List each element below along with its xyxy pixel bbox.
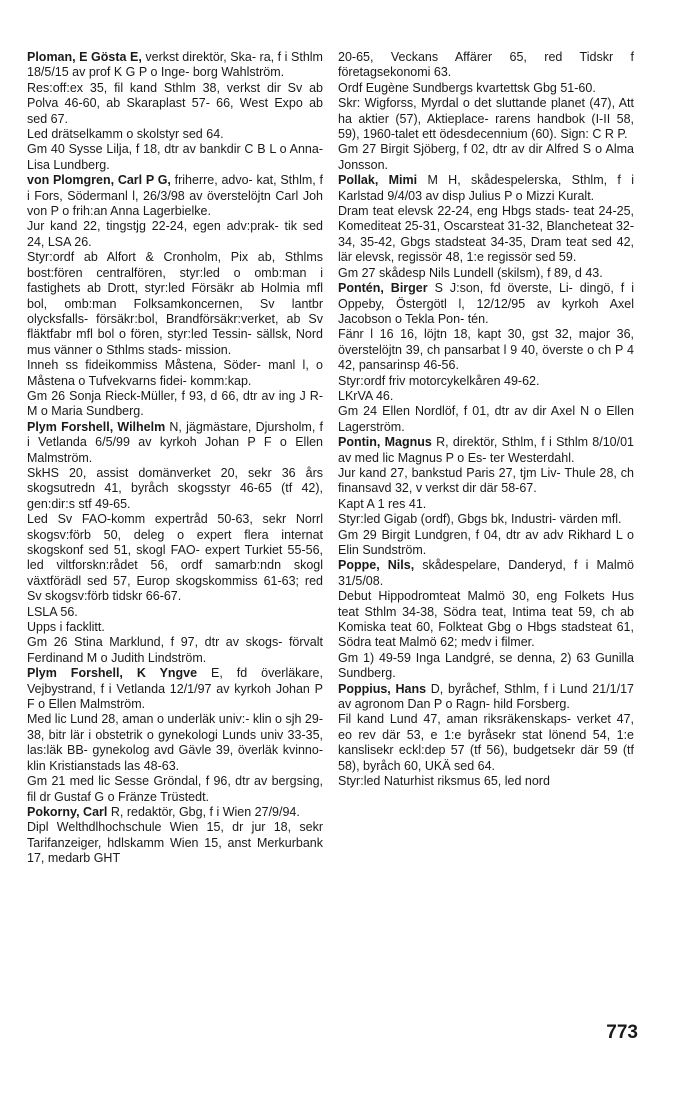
entry-heading-paragraph [27, 420, 323, 466]
entry-paragraph [27, 820, 323, 866]
entry-given-name: Magnus [384, 435, 432, 450]
entry-heading-paragraph [27, 50, 323, 81]
entry-paragraph [338, 204, 634, 266]
entry-paragraph [27, 358, 323, 389]
entry-text: Skr: Wigforss, Myrdal o det sluttande planet (47), Att ha aktier (57), Aktieplace- rarens handbok (I-II 58, 59), 1960-talet ett ödesdecennium (60). Sign: C R P. [338, 96, 634, 142]
entry-surname: Pokorny, [27, 804, 80, 819]
entry-text: 20-65, Veckans Affärer 65, red Tidskr f företagsekonomi 63. [338, 50, 634, 80]
entry-text: Med lic Lund 28, aman o underläk univ:- klin o sjh 29-38, bitr lär i obstetrik o gynekologi Lunds univ 33-35, las:läk BB- gynekolog avd Gävle 39, överläk kvinno- klin Kristianstads las 48-63. [27, 712, 323, 773]
entry-given-name: Mimi [388, 173, 418, 188]
entry-surname: Pontin, [338, 435, 381, 450]
entry-surname: Pontén, [338, 281, 384, 296]
entry-text: Gm 21 med lic Sesse Gröndal, f 96, dtr av bergsing, fil dr Gustaf G o Fränze Trüstedt. [27, 774, 323, 804]
entry-text: R, redaktör, Gbg, f i Wien 27/9/94. [110, 804, 300, 819]
entry-text: Dram teat elevsk 22-24, eng Hbgs stads- teat 24-25, Komediteat 25-31, Oscarsteat 31-32, Blancheteat 32-34, 35-42, Gbgs stadsteat 34-35, Dram teat sed 42, lär elevsk, regissör 48, 1:e regissör sed 59. [338, 204, 635, 265]
entry-paragraph [338, 374, 634, 389]
entry-paragraph [338, 96, 634, 142]
entry-heading-paragraph [338, 281, 634, 327]
entry-text: Upps i facklitt. [27, 620, 105, 635]
entry-text: Fänr l 16 16, löjtn 18, kapt 30, gst 32, major 36, överstelöjtn 39, ch pansarbat l 9 40, överste o ch P 4 42, pansarinsp 46-56. [338, 327, 634, 373]
entry-text: Fil kand Lund 47, aman riksräkenskaps- verket 47, eo rev där 53, e 1:e byråsekr stat lönend 54, 1:e kanslisekr eckl:dep 57 (tf 56), budgetsekr där 59 (tf 58), byråch 60, UKÄ sed 64. [338, 712, 634, 773]
entry-paragraph [27, 635, 323, 666]
entry-paragraph [27, 219, 323, 250]
entry-text: S J:son, fd överste, Li- dingö, f i Oppeby, Östergötl l, 12/12/95 av kyrkoh Axel Jacobson o Tekla Pon- tén. [338, 281, 634, 326]
entry-text: Gm 1) 49-59 Inga Landgré, se denna, 2) 63 Gunilla Sundberg. [338, 650, 634, 681]
entry-text: SkHS 20, assist domänverket 20, sekr 36 års skogsutredn 41, byråch skogsstyr 46-65 (tf 42), gen:dir:s stf 49-65. [27, 465, 323, 511]
entry-paragraph [338, 466, 634, 497]
entry-given-name: Carl P G, [117, 173, 171, 188]
entry-paragraph [27, 774, 323, 805]
entry-text: Gm 29 Birgit Lundgren, f 04, dtr av adv Rikhard L o Elin Sundström. [338, 527, 634, 557]
right-column [338, 50, 634, 790]
entry-paragraph [338, 50, 634, 81]
entry-paragraph [27, 127, 323, 142]
entry-given-name: Hans [395, 681, 427, 696]
entry-heading-paragraph [27, 666, 323, 712]
entry-text: R, direktör, Sthlm, f i Sthlm 8/10/01 av med lic Magnus P o Es- ter Westerdahl. [338, 435, 634, 465]
entry-text: Led drätselkamm o skolstyr sed 64. [27, 127, 224, 142]
entry-text: Led Sv FAO-komm expertråd 50-63, sekr Norrl skogsv:förb 50, deleg o expert flera internat skogskonf sed 51, skogl FAO- expert Turkiet 55-56, led viltforskn:rådet 56, ordf samarb:ndn skogl växtförädl sed 57, Europ skogskommiss 61-63; red Sv skogsv:förb tidskr 66-67. [27, 512, 323, 604]
entry-paragraph [338, 528, 634, 559]
entry-surname: von Plomgren, [27, 173, 115, 188]
entry-paragraph [338, 512, 634, 527]
entry-paragraph [338, 712, 634, 774]
entry-text: Jur kand 22, tingstjg 22-24, egen adv:prak- tik sed 24, LSA 26. [27, 219, 323, 249]
entry-text: Styr:ordf ab Alfort & Cronholm, Pix ab, Sthlms bost:fören centralfören, styr:led o omb:man i fastighets ab Drott, styr:led Försäkr ab Holmia mfl bol, omb:man Folksamkoncernen, Sv lantbr olycksfalls- försäkr:bol, Brandförsäkr:verket, ab Sv fläktfabr mfl bol o fören, styr:led Tessin- sällsk, Nord mus vänner o Sthlms stads- mission. [27, 250, 323, 357]
entry-text: Gm 27 skådesp Nils Lundell (skilsm), f 89, d 43. [338, 265, 603, 280]
entry-text: friherre, advo- kat, Sthlm, f i Fors, Södermanl l, 26/3/98 av överstelöjtn Carl Joh von P o frih:an Anna Lagerbielke. [27, 173, 323, 219]
entry-text: LKrVA 46. [338, 388, 394, 403]
entry-given-name: Birger [390, 281, 428, 296]
entry-surname: Ploman, [27, 50, 76, 64]
entry-heading-paragraph [27, 805, 323, 820]
entry-text: Inneh ss fideikommiss Måstena, Söder- manl l, o Måstena o Tufvekvarns fidei- komm:kap. [27, 358, 323, 388]
entry-text: verkst direktör, Ska- ra, f i Sthlm 18/5/15 av prof K G P o Inge- borg Wahlström. [27, 50, 323, 80]
entry-paragraph [27, 605, 323, 620]
entry-given-name: Wilhelm [117, 419, 166, 434]
entry-given-name: Nils, [387, 558, 415, 573]
entry-paragraph [27, 466, 323, 512]
entry-paragraph [338, 651, 634, 682]
entry-paragraph [338, 589, 634, 651]
entry-surname: Poppius, [338, 681, 391, 696]
entry-paragraph [27, 620, 323, 635]
entry-heading-paragraph [338, 682, 634, 713]
entry-text: Styr:led Naturhist riksmus 65, led nord [338, 774, 550, 789]
entry-text: Kapt A 1 res 41. [338, 496, 427, 511]
entry-paragraph [27, 142, 323, 173]
entry-text: Gm 40 Sysse Lilja, f 18, dtr av bankdir C B L o Anna-Lisa Lundberg. [27, 142, 323, 172]
entry-paragraph [338, 774, 634, 789]
entry-paragraph [27, 712, 323, 774]
entry-given-name: K Yngve [136, 666, 198, 681]
entry-paragraph [338, 81, 634, 96]
entry-text: Res:off:ex 35, fil kand Sthlm 38, verkst dir Sv ab Polva 46-60, ab Skaraplast 57- 66, West Expo ab sed 67. [27, 80, 323, 126]
page-number: 773 [606, 1022, 638, 1043]
entry-text: N, jägmästare, Djursholm, f i Vetlanda 6/5/99 av kyrkoh Johan P F o Ellen Malmström. [27, 419, 323, 465]
entry-text: skådespelare, Danderyd, f i Malmö 31/5/08. [338, 558, 634, 588]
entry-heading-paragraph [338, 173, 634, 204]
entry-paragraph [338, 404, 634, 435]
entry-text: E, fd överläkare, Vejbystrand, f i Vetlanda 12/1/97 av kyrkoh Johan P F o Ellen Malmström. [27, 666, 323, 712]
entry-surname: Pollak, [338, 173, 379, 188]
entry-surname: Plym Forshell, [27, 419, 114, 434]
entry-text: LSLA 56. [27, 604, 78, 619]
entry-text: M H, skådespelerska, Sthlm, f i Karlstad 9/4/03 av disp Julius P o Mizzi Kuralt. [338, 173, 634, 203]
entry-paragraph [27, 389, 323, 420]
entry-paragraph [338, 389, 634, 404]
entry-given-name: Carl [83, 804, 108, 819]
entry-heading-paragraph [338, 558, 634, 589]
entry-text: Gm 26 Stina Marklund, f 97, dtr av skogs- förvalt Ferdinand M o Judith Lindström. [27, 635, 323, 665]
entry-paragraph [338, 327, 634, 373]
entry-text: Styr:led Gigab (ordf), Gbgs bk, Industri- värden mfl. [338, 512, 622, 527]
entry-heading-paragraph [338, 435, 634, 466]
entry-text: Gm 27 Birgit Sjöberg, f 02, dtr av dir Alfred S o Alma Jonsson. [338, 142, 634, 172]
left-column [27, 50, 323, 867]
entry-text: Gm 26 Sonja Rieck-Müller, f 93, d 66, dtr av ing J R-M o Maria Sundberg. [27, 388, 323, 419]
entry-given-name: E Gösta E, [79, 50, 142, 64]
entry-heading-paragraph [27, 173, 323, 219]
entry-surname: Plym Forshell, [27, 666, 123, 681]
entry-paragraph [338, 266, 634, 281]
entry-text: Gm 24 Ellen Nordlöf, f 01, dtr av dir Axel N o Ellen Lagerström. [338, 404, 634, 434]
entry-text: Dipl Welthdlhochschule Wien 15, dr jur 18, sekr Tarifanzeiger, hdlskamm Wien 15, anst Merkurbank 17, medarb GHT [27, 820, 323, 866]
entry-text: Ordf Eugène Sundbergs kvartettsk Gbg 51-60. [338, 80, 596, 95]
entry-paragraph [27, 81, 323, 127]
entry-paragraph [27, 512, 323, 604]
entry-text: Debut Hippodromteat Malmö 30, eng Folkets Hus teat Sthlm 34-38, Södra teat, Intima teat 59, ch ab Komiska teat 60, Folkteat Gbg o Hbgs stadsteat 61, Södra teat Malmö 62; medv i filmer. [338, 589, 634, 650]
entry-surname: Poppe, [338, 558, 380, 573]
entry-paragraph [338, 142, 634, 173]
entry-paragraph [338, 497, 634, 512]
entry-paragraph [27, 250, 323, 358]
entry-text: Styr:ordf friv motorcykelkåren 49-62. [338, 373, 540, 388]
entry-text: D, byråchef, Sthlm, f i Lund 21/1/17 av agronom Dan P o Ragn- hild Forsberg. [338, 681, 634, 712]
entry-text: Jur kand 27, bankstud Paris 27, tjm Liv- Thule 28, ch finansavd 32, v verkst dir där 58-67. [338, 465, 634, 496]
